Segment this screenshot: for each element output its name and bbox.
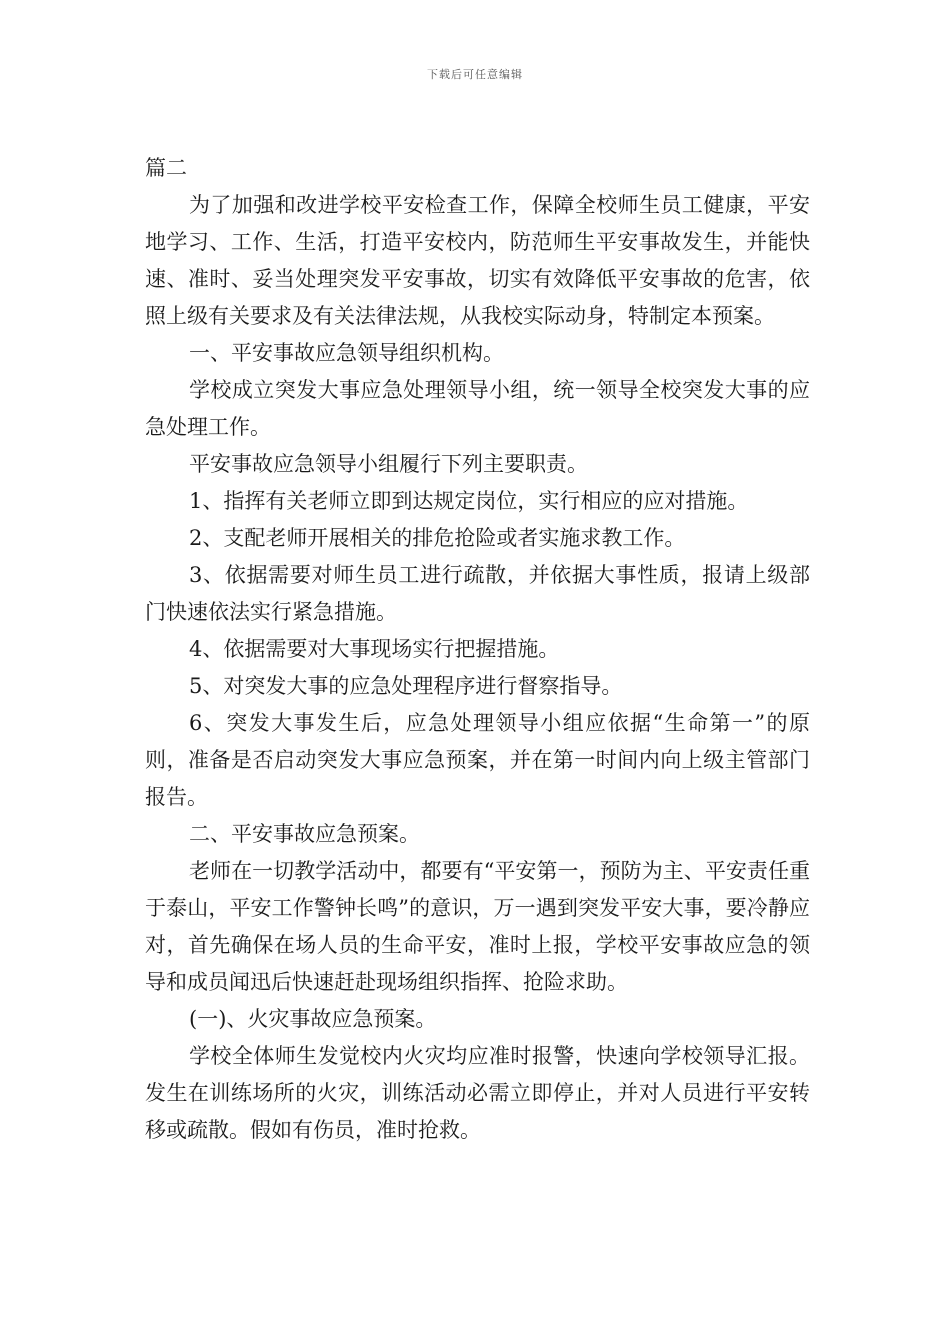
duty-item-5: 5、对突发大事的应急处理程序进行督察指导。 <box>189 674 623 698</box>
paragraph-teacher-safety: 老师在一切教学活动中，都要有“平安第一，预防为主、平安责任重于泰山，平安工作警钟长鸣”的意识，万一遇到突发平安大事，要冷静应对，首先确保在场人员的生命平安，准时上报，学校平安事故应急的领导和成员闻迅后快速赶赴现场组织指挥、抢险求助。 <box>145 859 810 994</box>
paragraph-intro: 为了加强和改进学校平安检查工作，保障全校师生员工健康，平安地学习、工作、生活，打造平安校内，防范师生平安事故发生，并能快速、准时、妥当处理突发平安事故，切实有效降低平安事故的危害，依照上级有关要求及有关法律法规，从我校实际动身，特制定本预案。 <box>145 193 810 328</box>
heading-organization: 一、平安事故应急领导组织机构。 <box>189 341 504 365</box>
heading-fire-plan: (一)、火灾事故应急预案。 <box>189 1007 437 1031</box>
duty-item-4: 4、依据需要对大事现场实行把握措施。 <box>189 637 560 661</box>
duty-item-2: 2、支配老师开展相关的排危抢险或者实施求教工作。 <box>189 526 686 550</box>
paragraph-fire-response: 学校全体师生发觉校内火灾均应准时报警，快速向学校领导汇报。发生在训练场所的火灾，训练活动必需立即停止，并对人员进行平安转移或疏散。假如有伤员，准时抢救。 <box>145 1044 810 1142</box>
paragraph-leadership-group: 学校成立突发大事应急处理领导小组，统一领导全校突发大事的应急处理工作。 <box>145 378 810 439</box>
document-body <box>145 150 810 1149</box>
duty-item-6: 6、突发大事发生后，应急处理领导小组应依据“生命第一”的原则，准备是否启动突发大事应急预案，并在第一时间内向上级主管部门报告。 <box>145 711 810 809</box>
paragraph-duties-intro: 平安事故应急领导小组履行下列主要职责。 <box>189 452 588 476</box>
header-note: 下载后可任意编辑 <box>427 68 523 81</box>
section-label: 篇二 <box>145 156 187 180</box>
heading-emergency-plan: 二、平安事故应急预案。 <box>189 822 420 846</box>
duty-item-3: 3、依据需要对师生员工进行疏散，并依据大事性质，报请上级部门快速依法实行紧急措施。 <box>145 563 810 624</box>
duty-item-1: 1、指挥有关老师立即到达规定岗位，实行相应的应对措施。 <box>189 489 749 513</box>
